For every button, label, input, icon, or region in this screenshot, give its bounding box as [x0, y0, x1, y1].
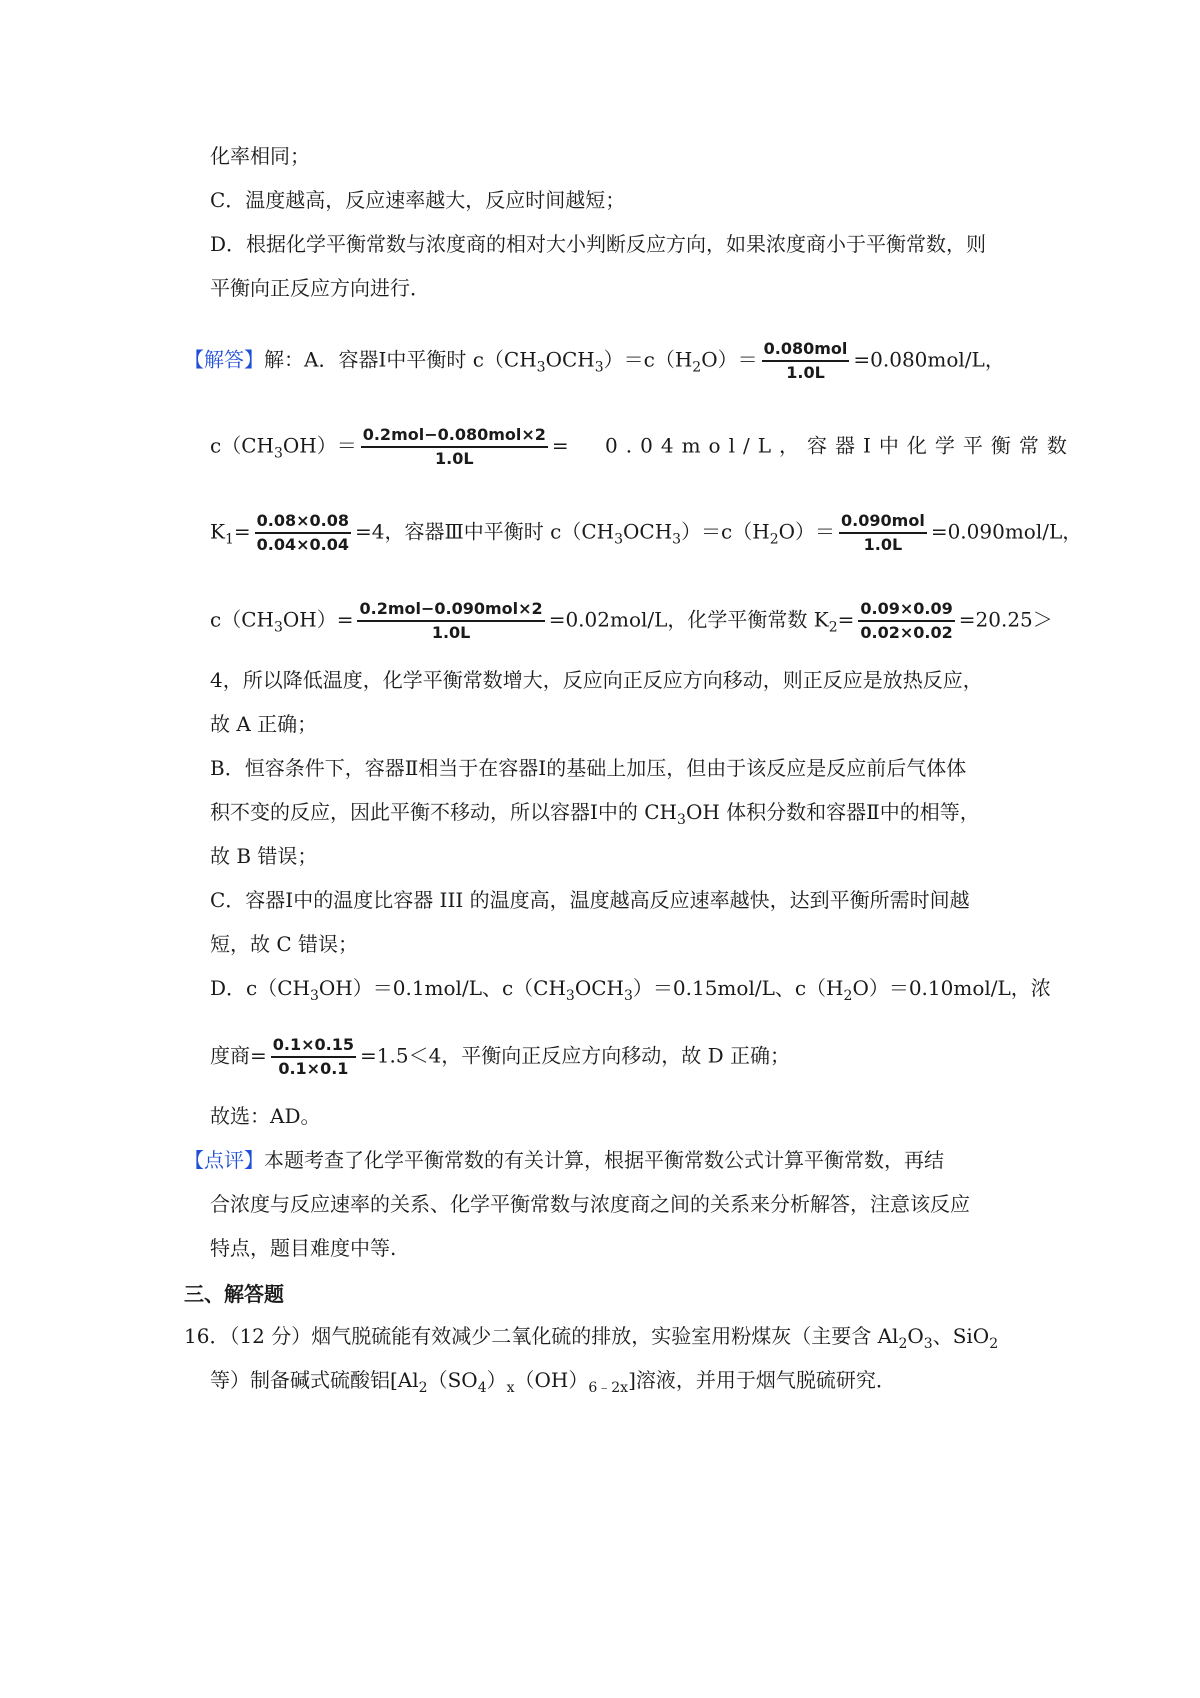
- comment-line: 特点，题目难度中等.: [210, 1236, 397, 1260]
- text-line: 化率相同；: [210, 144, 310, 168]
- text-line: D．根据化学平衡常数与浓度商的相对大小判断反应方向，如果浓度商小于平衡常数，则: [210, 232, 987, 256]
- answer-line: 【解答】解：A．容器Ⅰ中平衡时 $c(CH_3OCH_3)=c(H_2O)=$ $\frac{\text{0.080mol}}{1.0L}$ =0.080mol/L，: [184, 339, 1005, 382]
- fraction: $\frac{\text{0.080mol}}{1.0L}$: [763, 339, 848, 382]
- text-line: 平衡向正反应方向进行．: [210, 276, 430, 300]
- answer-line: $c(CH_3OH)=$ $\frac{\text{0.2mol−0.090mol×2}}{1.0L}$ =0.02mol/L，化学平衡常数 $K_2=$ $\frac{0.09\times 0.09}{0.02\times 0.02}$ =20.25＞: [210, 599, 1053, 642]
- text-line: D．$c(CH_3OH)=0.1mol/L$、$c(CH_3OCH_3)=0.15mol/L$、$c(H_2O)=0.10mol/L$，浓: [210, 976, 1051, 1004]
- question-line: 等）制备碱式硫酸铝$[Al_2(SO_4)_x(OH)_{6﹣2x}]$溶液，并用于烟气脱硫研究．: [210, 1368, 896, 1396]
- comment-tag: 【点评】: [184, 1148, 264, 1172]
- answer-line: $c(CH_3OH)=$ $\frac{\text{0.2mol−0.080mol×2}}{1.0L}$ = 0.04mol/L，容器Ⅰ中化学平衡常数: [210, 425, 1075, 468]
- text-line: 故选：AD。: [210, 1104, 321, 1128]
- comment-line: 合浓度与反应速率的关系、化学平衡常数与浓度商之间的关系来分析解答，注意该反应: [210, 1192, 970, 1216]
- question-line: 16．（12 分）烟气脱硫能有效减少二氧化硫的排放，实验室用粉煤灰（主要含 $Al_2O_3$、SiO$_2$: [184, 1324, 999, 1352]
- fraction: $\frac{0.1\times 0.15}{0.1\times 0.1}$: [272, 1035, 354, 1078]
- text-line: C．容器Ⅰ中的温度比容器 III 的温度高，温度越高反应速率越快，达到平衡所需时间越: [210, 888, 970, 912]
- text-line: 故 B 错误；: [210, 844, 318, 868]
- answer-line: $K_1=$ $\frac{0.08\times 0.08}{0.04\times 0.04}$ =4，容器Ⅲ中平衡时 $c(CH_3OCH_3)=c(H_2O)=$ $\frac{\text{0.090mol}}{1.0L}$ =0.090mol/L，: [210, 511, 1083, 554]
- fraction: $\frac{0.08\times 0.08}{0.04\times 0.04}$: [256, 511, 349, 554]
- text-line: 积不变的反应，因此平衡不移动，所以容器Ⅰ中的 $CH_3OH$ 体积分数和容器Ⅱ中的相等，: [210, 800, 980, 828]
- comment-line: 【点评】本题考查了化学平衡常数的有关计算，根据平衡常数公式计算平衡常数，再结: [184, 1148, 944, 1172]
- fraction: $\frac{\text{0.2mol−0.080mol×2}}{1.0L}$: [362, 425, 546, 468]
- fraction: $\frac{\text{0.090mol}}{1.0L}$: [841, 511, 925, 554]
- text-line: 短，故 C 错误；: [210, 932, 359, 956]
- text-line: 故 A 正确；: [210, 712, 318, 736]
- answer-tag: 【解答】: [184, 347, 264, 372]
- fraction: $\frac{0.09\times 0.09}{0.02\times 0.02}$: [860, 599, 953, 642]
- fraction: $\frac{\text{0.2mol−0.090mol×2}}{1.0L}$: [359, 599, 543, 642]
- answer-line: 度商= $\frac{0.1\times 0.15}{0.1\times 0.1}$ =1.5＜4，平衡向正反应方向移动，故 D 正确；: [210, 1035, 791, 1078]
- text-line: B．恒容条件下，容器Ⅱ相当于在容器Ⅰ的基础上加压，但由于该反应是反应前后气体体: [210, 756, 967, 780]
- text-line: 4，所以降低温度，化学平衡常数增大，反应向正反应方向移动，则正反应是放热反应，: [210, 668, 983, 692]
- text-line: C．温度越高，反应速率越大，反应时间越短；: [210, 188, 626, 212]
- section-title: 三、解答题: [184, 1282, 284, 1306]
